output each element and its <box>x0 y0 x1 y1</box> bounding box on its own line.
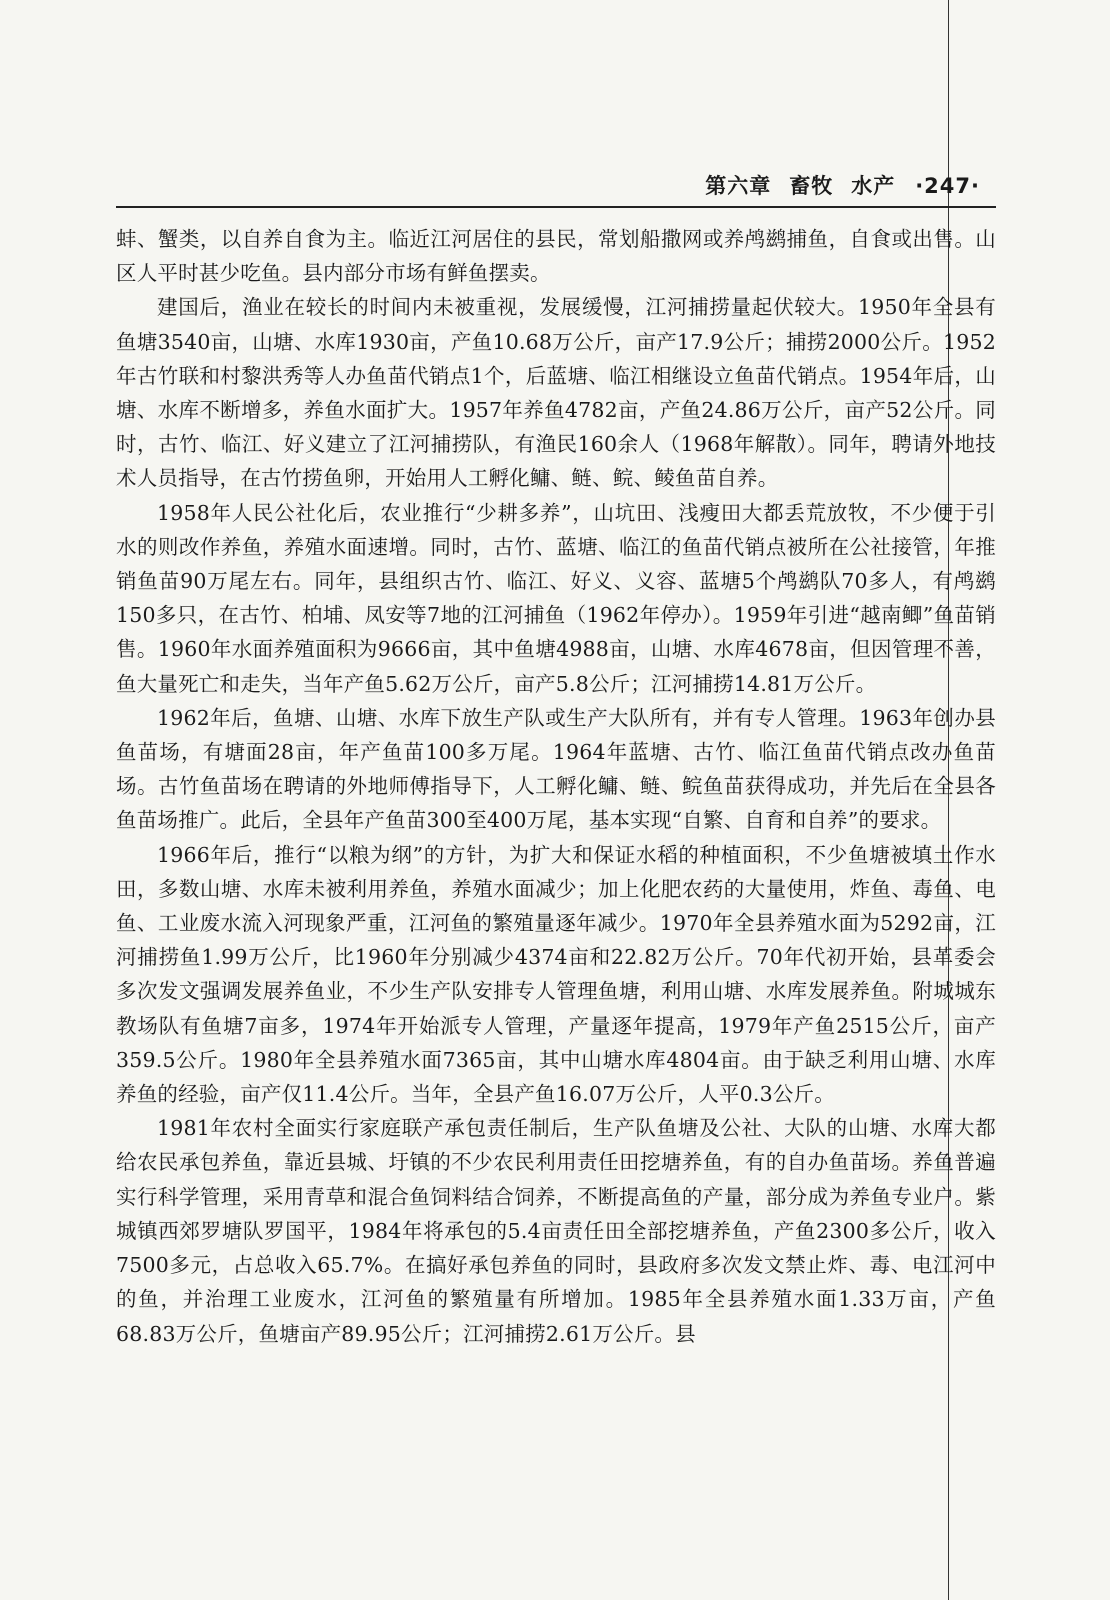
section-label-b: 水产 <box>851 174 896 198</box>
paragraph: 1958年人民公社化后，农业推行“少耕多养”，山坑田、浅瘦田大都丢荒放牧，不少便于引水的则改作养鱼，养殖水面速增。同时，古竹、蓝塘、临江的鱼苗代销点被所在公社接管，年推销鱼苗90万尾左右。同年，县组织古竹、临江、好义、义容、蓝塘5个鸬鹚队70多人，有鸬鹚150多只，在古竹、柏埔、凤安等7地的江河捕鱼（1962年停办）。1959年引进“越南鲫”鱼苗销售。1960年水面养殖面积为9666亩，其中鱼塘4988亩，山塘、水库4678亩，但因管理不善，鱼大量死亡和走失，当年产鱼5.62万公斤，亩产5.8公斤；江河捕捞14.81万公斤。 <box>116 500 996 696</box>
header-text <box>705 170 980 200</box>
paragraph: 1981年农村全面实行家庭联产承包责任制后，生产队鱼塘及公社、大队的山塘、水库大都给农民承包养鱼，靠近县城、圩镇的不少农民利用责任田挖塘养鱼，有的自办鱼苗场。养鱼普遍实行科学管理，采用青草和混合鱼饲料结合饲养，不断提高鱼的产量，部分成为养鱼专业户。紫城镇西郊罗塘队罗国平，1984年将承包的5.4亩责任田全部挖塘养鱼，产鱼2300多公斤，收入7500多元，占总收入65.7%。在搞好承包养鱼的同时，县政府多次发文禁止炸、毒、电江河中的鱼，并治理工业废水，江河鱼的繁殖量有所增加。1985年全县养殖水面1.33万亩，产鱼68.83万公斤，鱼塘亩产89.95公斤；江河捕捞2.61万公斤。县 <box>116 1116 996 1346</box>
paragraph: 1962年后，鱼塘、山塘、水库下放生产队或生产大队所有，并有专人管理。1963年创办县鱼苗场，有塘面28亩，年产鱼苗100多万尾。1964年蓝塘、古竹、临江鱼苗代销点改办鱼苗场。古竹鱼苗场在聘请的外地师傅指导下，人工孵化鳙、鲢、鲩鱼苗获得成功，并先后在全县各鱼苗场推广。此后，全县年产鱼苗300至400万尾，基本实现“自繁、自育和自养”的要求。 <box>116 705 996 833</box>
body-text <box>116 222 996 1351</box>
chapter-label: 第六章 <box>705 174 772 198</box>
paragraph: 建国后，渔业在较长的时间内未被重视，发展缓慢，江河捕捞量起伏较大。1950年全县有鱼塘3540亩，山塘、水库1930亩，产鱼10.68万公斤，亩产17.9公斤；捕捞2000公斤。1952年古竹联和村黎洪秀等人办鱼苗代销点1个，后蓝塘、临江相继设立鱼苗代销点。1954年后，山塘、水库不断增多，养鱼水面扩大。1957年养鱼4782亩，产鱼24.86万公斤，亩产52公斤。同时，古竹、临江、好义建立了江河捕捞队，有渔民160余人（1968年解散）。同年，聘请外地技术人员指导，在古竹捞鱼卵，开始用人工孵化鳙、鲢、鲩、鲮鱼苗自养。 <box>116 295 996 491</box>
page-number: ·247· <box>915 174 980 198</box>
paragraph: 1966年后，推行“以粮为纲”的方针，为扩大和保证水稻的种植面积，不少鱼塘被填土作水田，多数山塘、水库未被利用养鱼，养殖水面减少；加上化肥农药的大量使用，炸鱼、毒鱼、电鱼、工业废水流入河现象严重，江河鱼的繁殖量逐年减少。1970年全县养殖水面为5292亩，江河捕捞鱼1.99万公斤，比1960年分别减少4374亩和22.82万公斤。70年代初开始，县革委会多次发文强调发展养鱼业，不少生产队安排专人管理鱼塘，利用山塘、水库发展养鱼。附城城东教场队有鱼塘7亩多，1974年开始派专人管理，产量逐年提高，1979年产鱼2515公斤，亩产359.5公斤。1980年全县养殖水面7365亩，其中山塘水库4804亩。由于缺乏利用山塘、水库养鱼的经验，亩产仅11.4公斤。当年，全县产鱼16.07万公斤，人平0.3公斤。 <box>116 842 996 1107</box>
paragraph: 蚌、蟹类，以自养自食为主。临近江河居住的县民，常划船撒网或养鸬鹚捕鱼，自食或出售。山区人平时甚少吃鱼。县内部分市场有鲜鱼摆卖。 <box>116 227 996 286</box>
section-label-a: 畜牧 <box>789 174 834 198</box>
running-header <box>116 166 996 208</box>
